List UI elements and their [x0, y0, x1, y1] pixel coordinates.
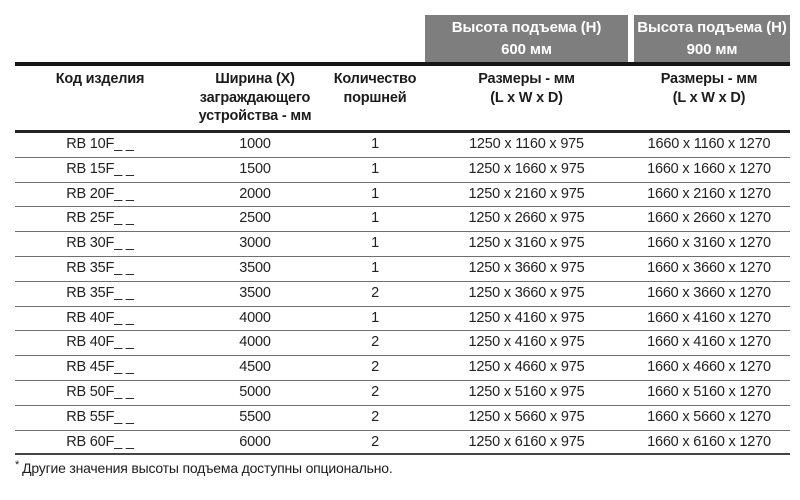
column-header-product-code [15, 66, 185, 130]
column-header-row [15, 66, 790, 130]
cell-product-code: RB 45F_ _ [66, 359, 134, 376]
cell-piston-count: 2 [371, 408, 379, 425]
column-header-piston-count [325, 66, 425, 130]
table-row [15, 381, 790, 406]
group-header-value: 900 мм [686, 41, 738, 58]
column-header-dimensions-900 [628, 66, 790, 130]
cell-dimensions-600: 1250 x 4160 x 975 [468, 309, 585, 326]
footnote-asterisk: * [15, 459, 20, 471]
cell-dimensions-900: 1660 x 3160 x 1270 [647, 235, 771, 252]
cell-product-code: RB 10F_ _ [66, 136, 134, 152]
cell-product-code: RB 55F_ _ [66, 408, 134, 425]
cell-dimensions-600: 1250 x 2160 x 975 [468, 185, 585, 202]
cell-dimensions-900: 1660 x 3660 x 1270 [647, 259, 771, 276]
cell-piston-count: 1 [371, 210, 379, 227]
column-header-dimensions-600 [425, 66, 628, 130]
cell-product-code: RB 50F_ _ [66, 383, 134, 400]
group-header-title: Высота подъема (H) [451, 19, 602, 36]
group-header-row [15, 15, 790, 62]
cell-dimensions-900: 1660 x 1160 x 1270 [647, 136, 771, 152]
cell-piston-count: 2 [371, 383, 379, 400]
table-row [15, 207, 790, 232]
cell-dimensions-900: 1660 x 5160 x 1270 [647, 383, 771, 400]
cell-barrier-width: 3000 [239, 235, 271, 252]
group-header-value: 600 мм [501, 41, 552, 58]
group-header-spacer [185, 15, 325, 62]
cell-barrier-width: 3500 [239, 259, 271, 276]
table-row [15, 133, 790, 158]
table-row [15, 356, 790, 381]
cell-product-code: RB 15F_ _ [66, 160, 134, 177]
cell-dimensions-600: 1250 x 1660 x 975 [468, 160, 585, 177]
cell-dimensions-600: 1250 x 5660 x 975 [468, 408, 585, 425]
column-header-barrier-width [185, 66, 325, 130]
cell-barrier-width: 1000 [239, 136, 271, 152]
cell-barrier-width: 6000 [239, 433, 271, 450]
cell-dimensions-900: 1660 x 4660 x 1270 [647, 359, 771, 376]
footnote-text: Другие значения высоты подъема доступны опционально. [22, 460, 393, 476]
cell-barrier-width: 4000 [239, 309, 271, 326]
column-header-line: Количество [333, 71, 417, 87]
cell-dimensions-900: 1660 x 4160 x 1270 [647, 334, 771, 351]
table-row [15, 331, 790, 356]
cell-barrier-width: 5000 [239, 383, 271, 400]
column-header-line: Код изделия [55, 71, 145, 87]
group-header-height-900 [628, 15, 790, 62]
column-header-line: Размеры - мм [478, 71, 575, 87]
cell-product-code: RB 25F_ _ [66, 210, 134, 227]
cell-dimensions-600: 1250 x 4160 x 975 [468, 334, 585, 351]
cell-piston-count: 2 [371, 284, 379, 301]
cell-product-code: RB 40F_ _ [66, 334, 134, 351]
cell-piston-count: 2 [371, 433, 379, 450]
table-row [15, 307, 790, 332]
cell-piston-count: 1 [371, 160, 379, 177]
cell-piston-count: 2 [371, 334, 379, 351]
cell-dimensions-900: 1660 x 6160 x 1270 [647, 433, 771, 450]
cell-piston-count: 1 [371, 235, 379, 252]
cell-product-code: RB 60F_ _ [66, 433, 134, 450]
table-row [15, 183, 790, 208]
cell-product-code: RB 20F_ _ [66, 185, 134, 202]
column-header-line: Размеры - мм [660, 71, 758, 87]
cell-dimensions-900: 1660 x 1660 x 1270 [647, 160, 771, 177]
column-header-line: (L x W x D) [490, 89, 563, 106]
table-body [15, 133, 790, 455]
specifications-table [15, 15, 790, 455]
cell-dimensions-600: 1250 x 3160 x 975 [468, 235, 585, 252]
cell-dimensions-600: 1250 x 3660 x 975 [468, 284, 585, 301]
group-header-title: Высота подъема (H) [637, 19, 787, 36]
cell-dimensions-600: 1250 x 6160 x 975 [468, 433, 585, 450]
cell-dimensions-600: 1250 x 4660 x 975 [468, 359, 585, 376]
column-header-line: заграждающего [199, 89, 311, 106]
table-row [15, 406, 790, 431]
column-header-line: устройства - мм [198, 108, 312, 124]
cell-dimensions-900: 1660 x 5660 x 1270 [647, 408, 771, 425]
cell-barrier-width: 1500 [239, 160, 271, 177]
cell-piston-count: 1 [371, 309, 379, 326]
cell-piston-count: 1 [371, 185, 379, 202]
cell-dimensions-900: 1660 x 4160 x 1270 [647, 309, 771, 326]
cell-dimensions-600: 1250 x 2660 x 975 [468, 210, 585, 227]
cell-dimensions-600: 1250 x 5160 x 975 [468, 383, 585, 400]
cell-dimensions-900: 1660 x 2660 x 1270 [647, 210, 771, 227]
group-header-spacer [325, 15, 425, 62]
column-header-line: Ширина (X) [215, 71, 295, 87]
cell-dimensions-900: 1660 x 2160 x 1270 [647, 185, 771, 202]
cell-barrier-width: 3500 [239, 284, 271, 301]
cell-product-code: RB 30F_ _ [66, 235, 134, 252]
cell-product-code: RB 35F_ _ [66, 259, 134, 276]
cell-barrier-width: 4500 [239, 359, 271, 376]
footnote [15, 460, 393, 476]
group-header-height-600 [425, 15, 628, 62]
cell-dimensions-600: 1250 x 1160 x 975 [469, 136, 584, 152]
cell-piston-count: 1 [371, 259, 379, 276]
column-header-line: поршней [343, 89, 407, 106]
cell-barrier-width: 4000 [239, 334, 271, 351]
group-header-spacer [15, 15, 185, 62]
table-row [15, 232, 790, 257]
table-row [15, 431, 790, 456]
cell-barrier-width: 2500 [239, 210, 271, 227]
cell-piston-count: 2 [371, 359, 379, 376]
cell-product-code: RB 40F_ _ [66, 309, 134, 326]
cell-barrier-width: 2000 [239, 185, 271, 202]
column-header-line: (L x W x D) [672, 89, 746, 106]
cell-product-code: RB 35F_ _ [66, 284, 134, 301]
table-row [15, 257, 790, 282]
cell-barrier-width: 5500 [239, 408, 271, 425]
cell-dimensions-600: 1250 x 3660 x 975 [468, 259, 585, 276]
table-row [15, 282, 790, 307]
table-row [15, 158, 790, 183]
cell-dimensions-900: 1660 x 3660 x 1270 [647, 284, 771, 301]
cell-piston-count: 1 [371, 136, 379, 152]
